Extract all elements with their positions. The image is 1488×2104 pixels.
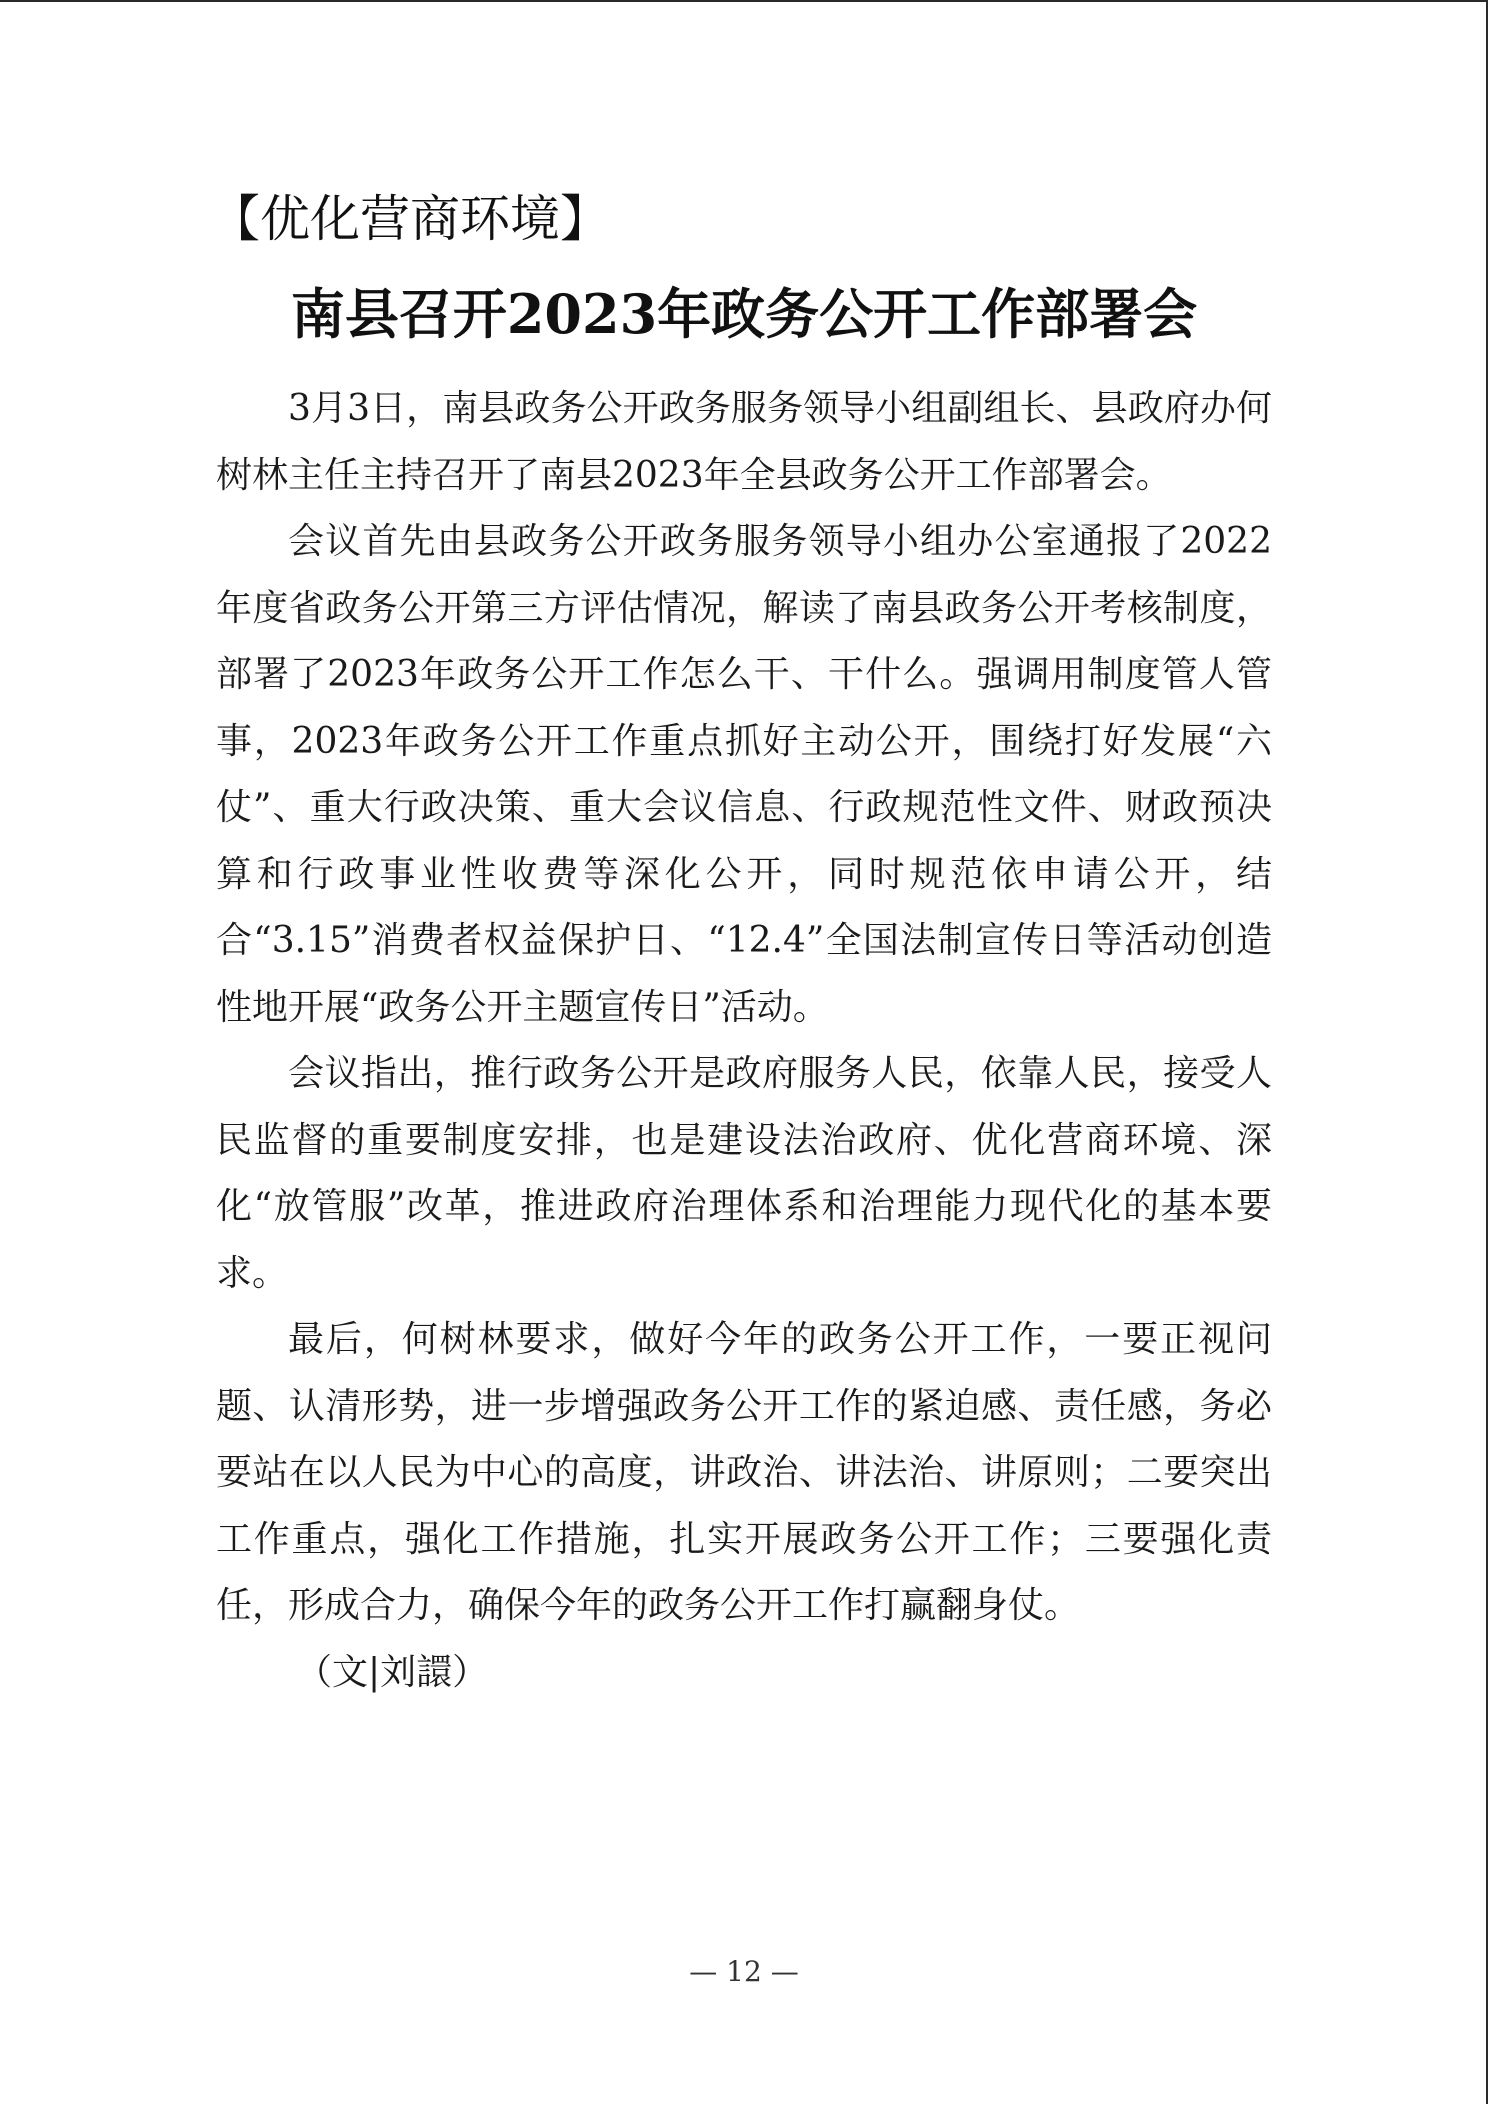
article-body [216,376,1272,1706]
paragraph-4: 最后，何树林要求，做好今年的政务公开工作，一要正视问题、认清形势，进一步增强政务公开工作的紧迫感、责任感，务必要站在以人民为中心的高度，讲政治、讲法治、讲原则；二要突出工作重点，强化工作措施，扎实开展政务公开工作；三要强化责任，形成合力，确保今年的政务公开工作打赢翻身仗。 [216,1319,1272,1626]
paragraph-1: 3月3日，南县政务公开政务服务领导小组副组长、县政府办何树林主任主持召开了南县2023年全县政务公开工作部署会。 [216,388,1272,496]
article-title: 南县召开2023年政务公开工作部署会 [290,282,1198,346]
section-tag: 【优化营商环境】 [210,190,610,248]
paragraph-2: 会议首先由县政务公开政务服务领导小组办公室通报了2022年度省政务公开第三方评估情况，解读了南县政务公开考核制度，部署了2023年政务公开工作怎么干、干什么。强调用制度管人管事，2023年政务公开工作重点抓好主动公开，围绕打好发展“六仗”、重大行政决策、重大会议信息、行政规范性文件、财政预决算和行政事业性收费等深化公开，同时规范依申请公开，结合“3.15”消费者权益保护日、“12.4”全国法制宣传日等活动创造性地开展“政务公开主题宣传日”活动。 [216,521,1272,1028]
byline: （文|刘譞） [296,1651,489,1693]
page-number: — 12 — [689,1955,799,1988]
paragraph-3: 会议指出，推行政务公开是政府服务人民，依靠人民，接受人民监督的重要制度安排，也是建设法治政府、优化营商环境、深化“放管服”改革，推进政府治理体系和治理能力现代化的基本要求。 [216,1053,1272,1294]
page-border-top [0,0,1488,2]
